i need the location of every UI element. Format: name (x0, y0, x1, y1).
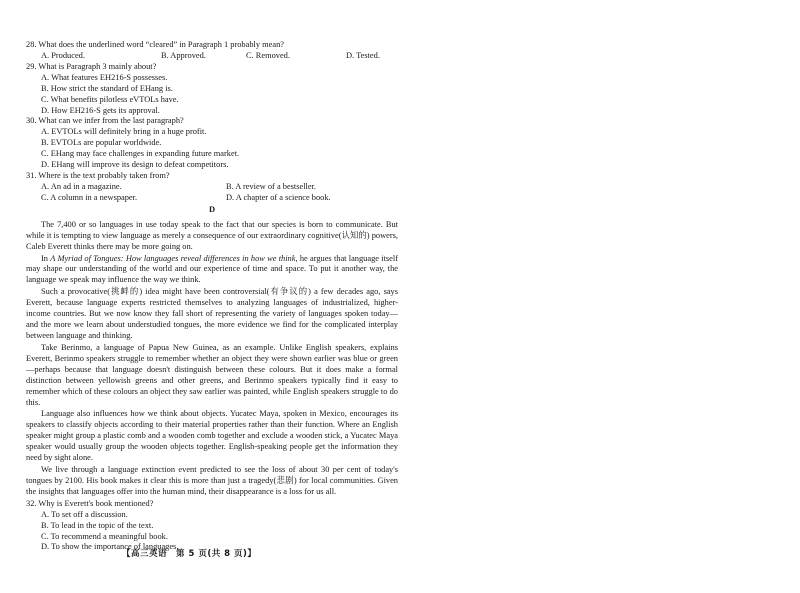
option-30-c[interactable]: C. EHang may face challenges in expanding future market. (41, 149, 240, 159)
option-32-c[interactable]: C. To recommend a meaningful book. (41, 531, 168, 541)
option-28-a[interactable]: A. Produced. (41, 50, 85, 60)
passage-paragraph-1: The 7,400 or so languages in use today speak to the fact that our species is born to communicate. But while it is tempting to view language as merely a consequence of our extraordinary cognitive(认知的) powers, Caleb Everett thinks there may be more going on. (26, 219, 398, 251)
option-29-d[interactable]: D. How EH216-S gets its approval. (41, 105, 160, 115)
option-30-a[interactable]: A. EVTOLs will definitely bring in a huge profit. (41, 127, 207, 137)
question-31-options-row1 (26, 182, 398, 193)
option-29-a[interactable]: A. What features EH216-S possesses. (41, 72, 168, 82)
option-29-c[interactable]: C. What benefits pilotless eVTOLs have. (41, 94, 179, 104)
passage-paragraph-5: Language also influences how we think about objects. Yucatec Maya, spoken in Mexico, encourages its speakers to classify objects according to their material properties rather than their function. Where an English speaker might group a plastic comb and a wooden comb together and exclude a wooden stick, a Yucatec Maya speaker would usually group the wooden objects together. English-speaking people get the information they need by sight alone. (26, 409, 398, 463)
question-28-options (26, 51, 398, 62)
passage-paragraph-2 (26, 254, 398, 287)
question-31-stem: 31. Where is the text probably taken from? (26, 171, 170, 181)
page-footer: 【高三英语 第 5 页(共 8 页)】 (122, 549, 257, 559)
paragraph-2-rest: , he argues that language itself may shape our understanding of the world and our experience of time and space. To put it another way, the language we speak may influence the way we think. (26, 253, 399, 285)
option-31-b[interactable]: B. A review of a bestseller. (226, 181, 317, 191)
option-32-b[interactable]: B. To lead in the topic of the text. (41, 520, 154, 530)
option-30-b[interactable]: B. EVTOLs are popular worldwide. (41, 138, 162, 148)
question-32-stem: 32. Why is Everett's book mentioned? (26, 498, 154, 508)
option-28-b[interactable]: B. Approved. (161, 50, 206, 60)
passage-paragraph-6: We live through a language extinction event predicted to see the loss of about 30 per cent of today's tongues by 2100. His book makes it clear this is more than just a tragedy(悲剧) for local communities. Given the insights that languages offer into the human mind, their disappearance is a loss for us all. (26, 465, 398, 496)
passage-paragraph-4: Take Berinmo, a language of Papua New Guinea, as an example. Unlike English speakers, explains Everett, Berinmo speakers struggle to remember whether an object they were shown earlier was blue or green—perhaps because that language doesn't distinguish between these colours. But it does make a formal distinction between yellowish greens and other greens, and Berinmo speakers typically find it easy to remember which of these colours an object they saw earlier was painted, while English speakers struggle to do this. (26, 342, 398, 407)
question-29-stem: 29. What is Paragraph 3 mainly about? (26, 61, 157, 71)
option-28-d[interactable]: D. Tested. (346, 50, 380, 60)
question-30-stem: 30. What can we infer from the last paragraph? (26, 116, 184, 126)
option-32-d[interactable]: D. To show the importance of languages. (41, 542, 179, 552)
paragraph-2-lead: In (41, 253, 51, 263)
option-31-a[interactable]: A. An ad in a magazine. (41, 181, 122, 191)
passage-paragraph-3: Such a provocative(挑衅的) idea might have been controversial(有争议的) a few decades ago, says Everett, because language experts restricted themselves to analyzing languages of industrialized, higher-income countries. But we now know they fall short of representing the variety of languages spoken today—and the more we learn about understudied tongues, the more evidence we find for the complicated interplay between language and thinking. (26, 287, 398, 340)
option-32-a[interactable]: A. To set off a discussion. (41, 509, 128, 519)
exam-page (26, 40, 398, 553)
section-label: D (208, 204, 216, 214)
option-31-d[interactable]: D. A chapter of a science book. (226, 192, 331, 202)
question-31-options-row2 (26, 193, 398, 204)
option-29-b[interactable]: B. How strict the standard of EHang is. (41, 83, 173, 93)
book-title: A Myriad of Tongues: How languages reveal differences in how we think (50, 253, 296, 263)
option-28-c[interactable]: C. Removed. (246, 50, 290, 60)
option-30-d[interactable]: D. EHang will improve its design to defeat competitors. (41, 160, 229, 170)
question-28-stem: 28. What does the underlined word “cleared” in Paragraph 1 probably mean? (26, 40, 284, 49)
option-31-c[interactable]: C. A column in a newspaper. (41, 192, 138, 202)
